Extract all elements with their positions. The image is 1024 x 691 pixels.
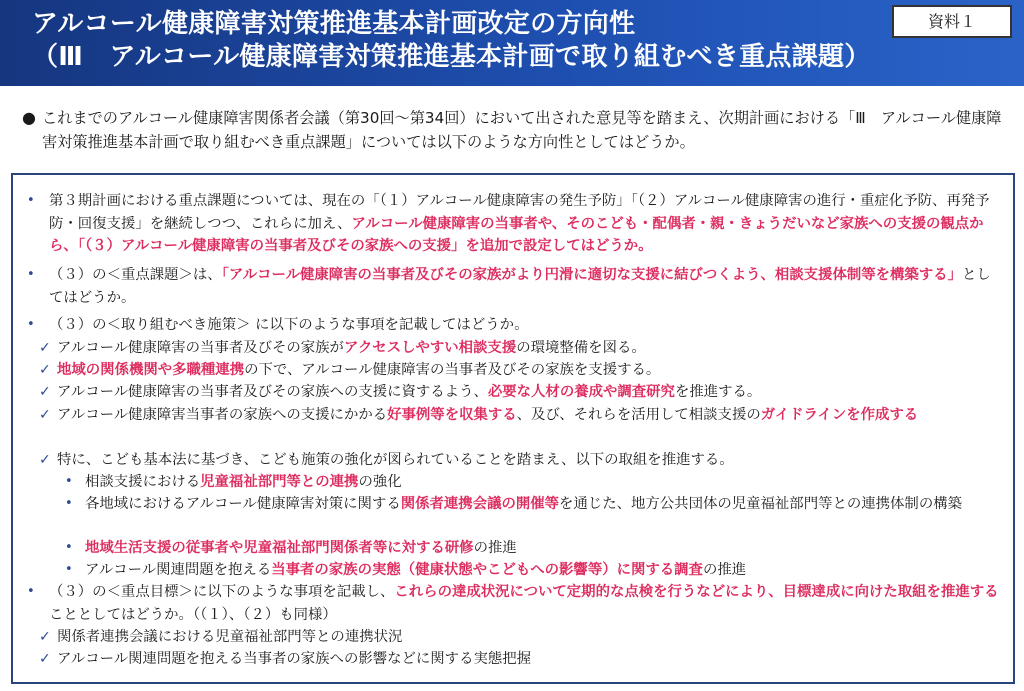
sub-highlight: 関係者連携会議の開催等 xyxy=(400,496,560,512)
bullet-icon: • xyxy=(27,317,35,332)
sub-highlight: 地域生活支援の従事者や児童福祉部門関係者等に対する研修 xyxy=(85,540,474,556)
point-text: （３）の＜取り組むべき施策＞ に以下のような事項を記載してはどうか。 xyxy=(49,317,529,333)
check-icon: ✓ xyxy=(39,629,51,645)
check-icon: ✓ xyxy=(39,340,51,356)
bullet-icon: • xyxy=(65,496,73,511)
sub-text-end: を通じた、地方公共団体の児童福祉部門等との連携体制の構築 xyxy=(559,496,962,512)
check-highlight: 地域の関係機関や多職種連携 xyxy=(57,362,245,378)
point-highlight: これらの達成状況について定期的な点検を行うなどにより、目標達成に向けた取組を推進する xyxy=(394,584,999,600)
check-text: アルコール健康障害の当事者及びその家族が xyxy=(57,340,344,356)
point-text: （３）の＜重点目標＞に以下のような事項を記載し、 xyxy=(49,584,395,600)
check-text-end: の下で、アルコール健康障害の当事者及びその家族を支援する。 xyxy=(244,362,661,378)
title-line-2: （Ⅲ アルコール健康障害対策推進基本計画で取り組むべき重点課題） xyxy=(32,42,871,72)
sub-highlight: 児童福祉部門等との連携 xyxy=(200,474,359,490)
check-text: アルコール関連問題を抱える当事者の家族への影響などに関する実態把握 xyxy=(57,651,532,667)
bullet-icon: • xyxy=(27,584,35,599)
bullet-dot-icon: ● xyxy=(22,108,36,127)
check-icon: ✓ xyxy=(39,384,51,400)
sub-text-end: の強化 xyxy=(358,474,402,490)
point-text-end: こととしてはどうか。（（１）、（２）も同様） xyxy=(49,606,337,623)
check-highlight-2: ガイドラインを作成する xyxy=(760,407,919,423)
bullet-icon: • xyxy=(27,193,35,208)
sub-text-end: の推進 xyxy=(702,562,747,578)
check-icon: ✓ xyxy=(39,362,51,378)
document-label-badge: 資料１ xyxy=(892,5,1012,38)
check-highlight: 必要な人材の養成や調査研究 xyxy=(487,384,675,400)
check-text-mid: 、及び、それらを活用して相談支援の xyxy=(516,407,761,423)
check-text-end: の環境整備を図る。 xyxy=(516,340,646,356)
check-text: アルコール健康障害の当事者及びその家族への支援に資するよう、 xyxy=(57,384,488,400)
bullet-icon: • xyxy=(65,562,73,577)
check-icon: ✓ xyxy=(39,651,51,667)
point-text-end: としてはどうか。 xyxy=(49,267,991,306)
check-icon: ✓ xyxy=(39,452,51,468)
header-banner xyxy=(0,0,1024,86)
proposal-box xyxy=(11,173,1015,684)
check-text-end: を推進する。 xyxy=(674,384,762,400)
check-text: 関係者連携会議における児童福祉部門等との連携状況 xyxy=(57,629,403,645)
sub-text: アルコール関連問題を抱える xyxy=(85,562,272,578)
check-icon: ✓ xyxy=(39,407,51,423)
check-highlight: 好事例等を収集する xyxy=(387,407,517,423)
check-text: アルコール健康障害当事者の家族への支援にかかる xyxy=(57,407,388,423)
check-highlight: アクセスしやすい相談支援 xyxy=(343,340,517,356)
sub-text-end: の推進 xyxy=(473,540,517,556)
bullet-icon: • xyxy=(27,267,35,282)
page-title xyxy=(32,8,871,74)
intro-text: これまでのアルコール健康障害関係者会議（第30回～第34回）において出された意見等を踏まえ、次期計画における「Ⅲ アルコール健康障害対策推進基本計画で取り組むべき重点課題」については以下のような方向性としてはどうか。 xyxy=(42,109,1002,151)
bullet-icon: • xyxy=(65,474,73,489)
point-text: （３）の＜重点課題＞は、 xyxy=(49,267,222,283)
bullet-icon: • xyxy=(65,540,73,555)
sub-text: 各地域におけるアルコール健康障害対策に関する xyxy=(85,496,401,512)
point-highlight: アルコール健康障害の当事者や、そのこども・配偶者・親・きょうだいなど家族への支援の観点から、「（３）アルコール健康障害の当事者及びその家族への支援」を追加で設定してはどうか。 xyxy=(49,215,984,254)
point-text: 第３期計画における重点課題については、現在の「（１）アルコール健康障害の発生予防」「（２）アルコール健康障害の進行・重症化予防、再発予防・回復支援」を継続しつつ、これらに加え、 xyxy=(49,193,990,232)
sub-highlight: 当事者の家族の実態（健康状態やこどもへの影響等）に関する調査 xyxy=(271,562,703,578)
point-highlight: 「アルコール健康障害の当事者及びその家族がより円滑に適切な支援に結びつくよう、相談支援体制等を構築する」 xyxy=(221,267,962,283)
sub-text: 相談支援における xyxy=(85,474,201,490)
title-line-1: アルコール健康障害対策推進基本計画改定の方向性 xyxy=(32,9,636,39)
check-text: 特に、こども基本法に基づき、こども施策の強化が図られていることを踏まえ、以下の取組を推進する。 xyxy=(57,452,734,468)
